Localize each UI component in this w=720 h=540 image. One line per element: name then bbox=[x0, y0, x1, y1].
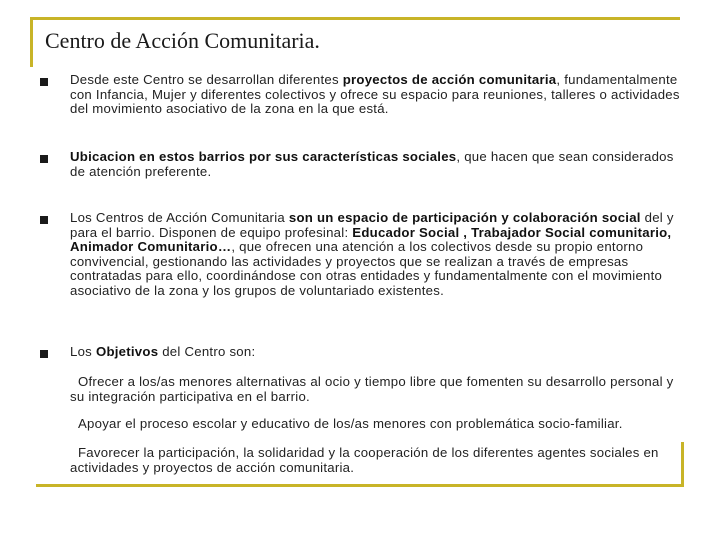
paragraph-bold: Objetivos bbox=[95, 344, 159, 359]
square-bullet-icon bbox=[40, 155, 48, 163]
paragraph-text: , que hacen que sean considerados de atención preferente. bbox=[70, 149, 674, 179]
paragraph-bold: son un espacio de participación y colaboración social bbox=[288, 210, 641, 225]
paragraph-text: Los Centros de Acción Comunitaria bbox=[70, 210, 289, 225]
paragraph-text: Los bbox=[70, 344, 96, 359]
paragraph-location bbox=[70, 150, 682, 179]
square-bullet-icon bbox=[40, 78, 48, 86]
objective-item: Ofrecer a los/as menores alternativas al ocio y tiempo libre que fomenten su desarrollo personal y su integración participativa en el barrio. bbox=[70, 374, 674, 404]
paragraph-text: Desde este Centro se desarrollan diferentes bbox=[70, 72, 343, 87]
paragraph-bold: Ubicacion en estos barrios por sus características sociales bbox=[70, 149, 457, 164]
frame-top-border bbox=[30, 17, 680, 20]
paragraph-bold: Educador Social , Trabajador Social comunitario, Animador Comunitario… bbox=[70, 224, 672, 254]
objective-item: Favorecer la participación, la solidaridad y la cooperación de los diferentes agentes sociales en actividades y proyectos de acción comunitaria. bbox=[70, 445, 659, 475]
page-title: Centro de Acción Comunitaria. bbox=[45, 28, 320, 53]
paragraph-projects bbox=[70, 73, 682, 117]
paragraph-text: del Centro son: bbox=[158, 344, 256, 359]
paragraph-centers bbox=[70, 211, 682, 298]
objective-item: Apoyar el proceso escolar y educativo de los/as menores con problemática socio-familiar. bbox=[78, 416, 623, 431]
square-bullet-icon bbox=[40, 216, 48, 224]
paragraph-bold: proyectos de acción comunitaria bbox=[342, 72, 557, 87]
paragraph-text: del y para el barrio. Disponen de equipo profesinal: bbox=[70, 210, 674, 240]
frame-bottom-border bbox=[36, 484, 684, 487]
paragraph-text: , fundamentalmente con Infancia, Mujer y diferentes colectivos y ofrece su espacio para reuniones, talleres o actividades del movimiento asociativo de la zona en la que está. bbox=[70, 72, 680, 116]
square-bullet-icon bbox=[40, 350, 48, 358]
paragraph-objectives-intro bbox=[70, 345, 682, 360]
frame-left-border bbox=[30, 17, 33, 67]
paragraph-text: , que ofrecen una atención a los colectivos desde su propio entorno convivencial, gestionando las actividades y proyectos que se realizan a través de empresas contratadas para ello, coordinándose con otras entidades y fundamentalmente con el movimiento asociativo de la zona y los grupos de voluntariado existentes. bbox=[70, 239, 663, 298]
